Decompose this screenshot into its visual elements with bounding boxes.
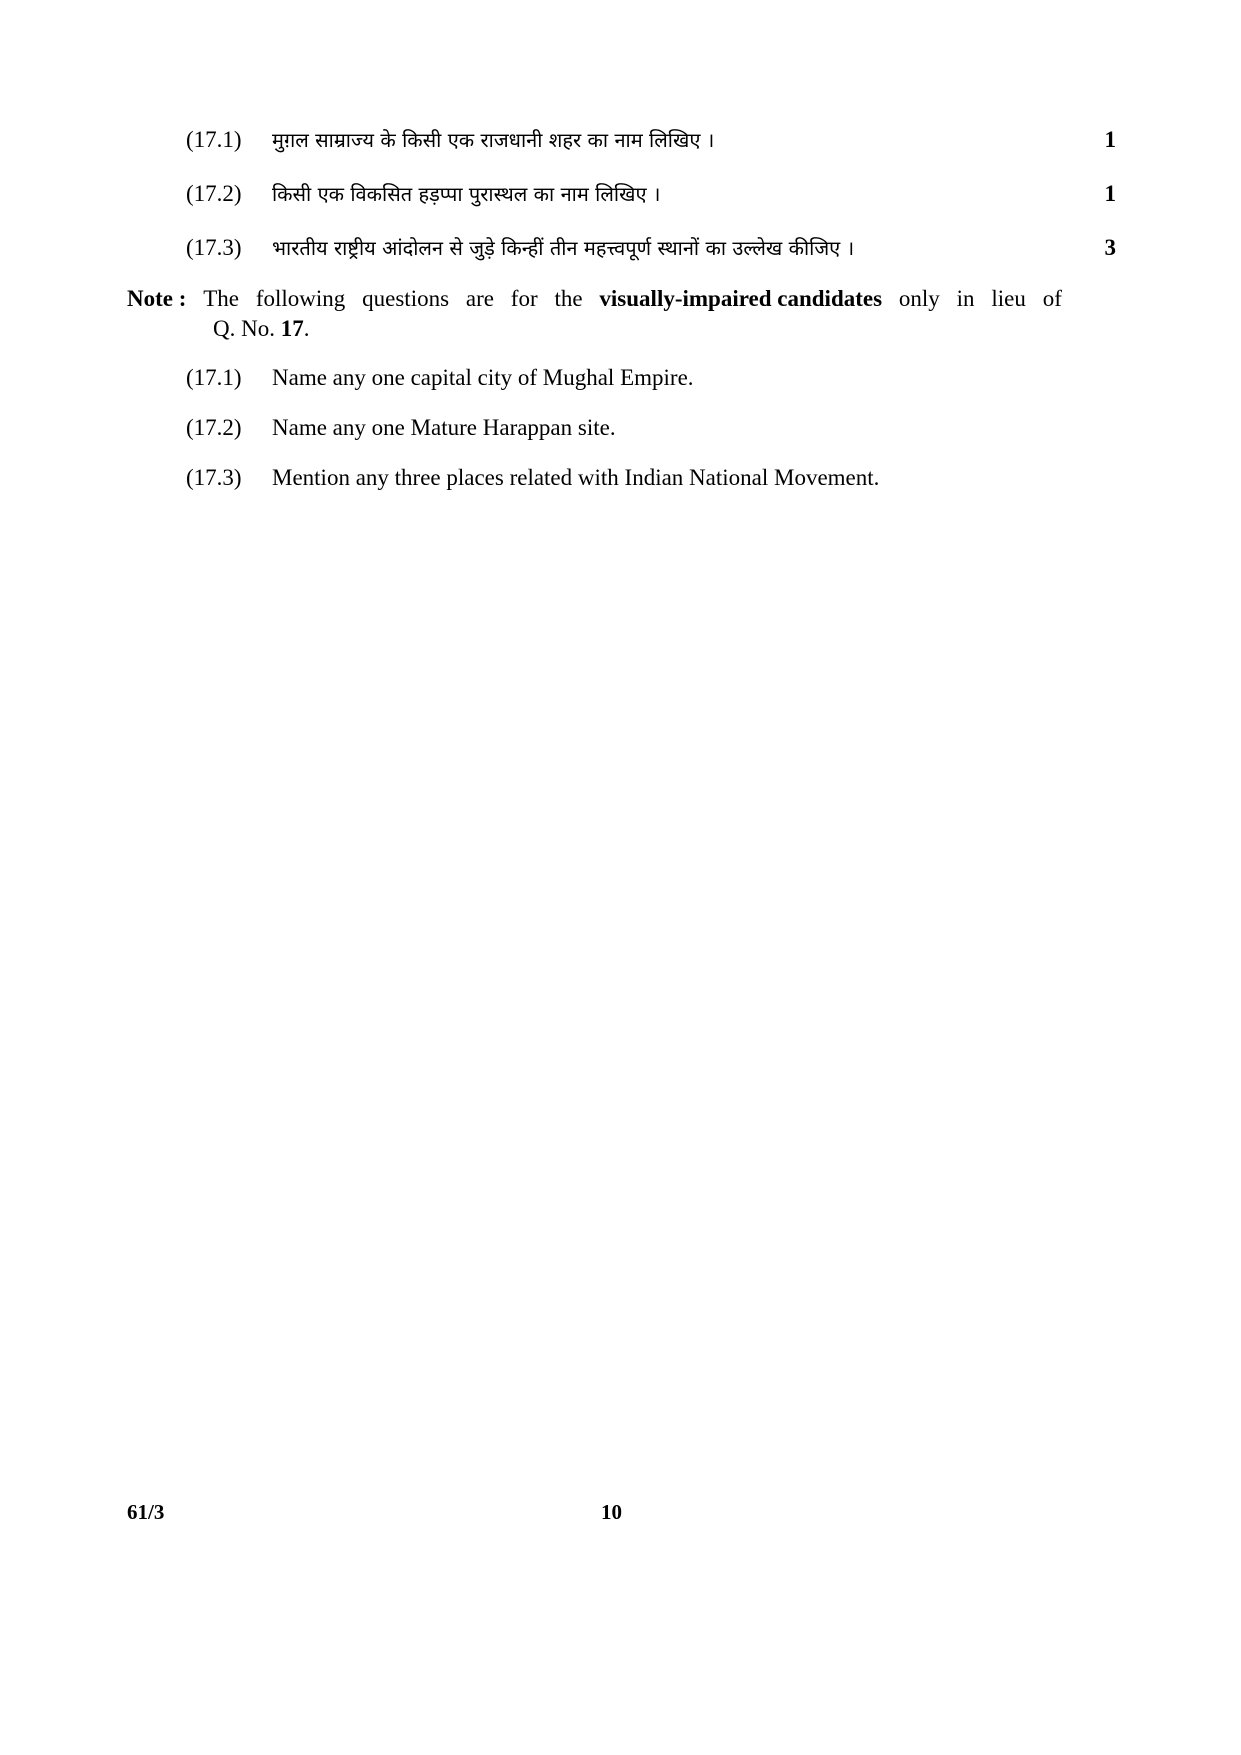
question-text-hindi: किसी एक विकसित हड़प्पा पुरास्थल का नाम लिखिए । [272,182,661,206]
question-number: (17.3) [186,235,242,260]
question-text-hindi: मुग़ल साम्राज्य के किसी एक राजधानी शहर का नाम लिखिए । [272,128,715,152]
question-marks: 3 [1104,235,1116,260]
question-number: (17.2) [186,181,242,206]
note-word: following [255,286,346,311]
note-line-1 [127,284,1062,314]
note-word: questions [362,286,450,311]
note-word: are [465,286,494,311]
note-word: the [554,286,583,311]
note-word: The [203,286,239,311]
note-qno-prefix: Q. No. [213,316,275,341]
question-number: (17.3) [186,465,242,490]
question-text-english: Name any one Mature Harappan site. [272,415,616,440]
note-word: in [956,286,975,311]
note-label: Note : [127,286,187,311]
question-text-english: Mention any three places related with Indian National Movement. [272,465,880,490]
note-emphasis: visually-impaired candidates [599,286,883,311]
question-text-hindi: भारतीय राष्ट्रीय आंदोलन से जुड़े किन्हीं तीन महत्त्वपूर्ण स्थानों का उल्लेख कीजिए । [272,236,855,260]
page-number: 10 [601,1500,622,1524]
question-marks: 1 [1104,127,1116,152]
note-word: for [510,286,538,311]
visually-impaired-note [127,284,1062,344]
paper-code: 61/3 [127,1500,165,1524]
question-number: (17.2) [186,415,242,440]
note-qno: 17 [280,316,304,341]
note-word: only [898,286,940,311]
note-line-2 [127,314,1062,344]
question-text-english: Name any one capital city of Mughal Empire. [272,365,694,390]
note-word: lieu [991,286,1026,311]
question-number: (17.1) [186,365,242,390]
question-marks: 1 [1104,181,1116,206]
question-number: (17.1) [186,127,242,152]
note-qno-suffix: . [303,316,310,341]
note-word: of [1042,286,1062,311]
